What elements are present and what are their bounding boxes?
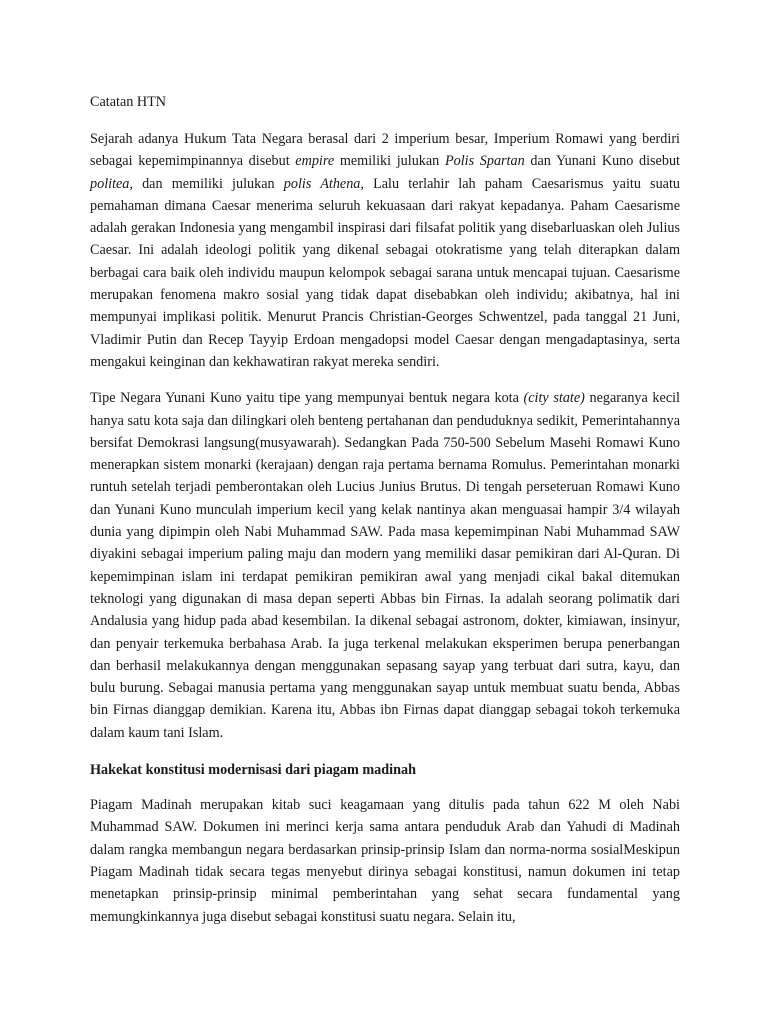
- section-heading: Hakekat konstitusi modernisasi dari piagam madinah: [90, 762, 416, 779]
- paragraph-state-types: [90, 387, 680, 744]
- text-run: dan memiliki julukan: [132, 175, 284, 192]
- paragraph-piagam-madinah: Piagam Madinah merupakan kitab suci keagamaan yang ditulis pada tahun 622 M oleh Nabi Muhammad SAW. Dokumen ini merinci kerja sama antara penduduk Arab dan Yahudi di Madinah dalam rangka membangun negara berdasarkan prinsip-prinsip Islam dan norma-norma sosialMeskipun Piagam Madinah tidak secara tegas menyebut dirinya sebagai konstitusi, namun dokumen ini tetap menetapkan prinsip-prinsip minimal pemberintahan yang sehat secara fundamental yang memungkinkannya juga disebut sebagai konstitusi suatu negara. Selain itu,: [90, 797, 680, 925]
- italic-term: (city state): [523, 390, 585, 407]
- italic-term: Polis Spartan: [444, 153, 525, 170]
- text-run: negaranya kecil hanya satu kota saja dan dilingkari oleh benteng pertahanan dan penduduknya sedikit, Pemerintahannya bersifat Demokrasi langsung(musyawarah). Sedangkan Pada 750-500 Sebelum Masehi Romawi Kuno menerapkan sistem monarki (kerajaan) dengan raja pertama bernama Romulus. Pemerintahan monarki runtuh setelah terjadi pemberontakan oleh Lucius Junius Brutus. Di tengah perseteruan Romawi Kuno dan Yunani Kuno munculah imperium kecil yang kelak nantinya akan menguasai hampir 3/4 wilayah dunia yang dipimpin oleh Nabi Muhammad SAW. Pada masa kepemimpinan Nabi Muhammad SAW diyakini sebagai imperium paling maju dan modern yang memiliki dasar pemikiran dari Al-Quran. Di kepemimpinan islam ini terdapat pemikiran pemikiran awal yang menjadi cikal bakal ditemukan teknologi yang digunakan di masa depan seperti Abbas bin Firnas. Ia adalah seorang polimatik dari Andalusia yang hidup pada abad kesembilan. Ia dikenal sebagai astronom, dokter, kimiawan, insinyur, dan penyair terkemuka berbahasa Arab. Ia juga terkenal melakukan eksperimen berupa penerbangan dan berhasil melakukannya dengan menggunakan sepasang sayap yang terbuat dari sutra, kayu, dan bulu burung. Sebagai manusia pertama yang menggunakan sayap untuk membuat suatu benda, Abbas bin Firnas dianggap demikian. Karena itu, Abbas ibn Firnas dapat dianggap sebagai tokoh terkemuka dalam kaum tani Islam.: [90, 390, 680, 741]
- italic-term: empire: [295, 153, 335, 170]
- text-run: dan Yunani Kuno disebut: [524, 153, 680, 170]
- italic-term: politea,: [90, 175, 133, 192]
- document-title: Catatan HTN: [90, 94, 167, 110]
- text-run: Sejarah adanya Hukum Tata Negara berasal dari 2 imperium besar, Imperium Romawi yang berdiri sebagai kepemimpinannya disebut: [90, 131, 680, 170]
- italic-term: polis Athena,: [283, 175, 364, 192]
- text-run: Lalu terlahir lah paham Caesarismus yaitu suatu pemahaman dimana Caesar menerima seluruh kekuasaan dari rakyat kepadanya. Paham Caesarisme adalah gerakan Indonesia yang mengambil inspirasi dari filsafat politik yang disebarluaskan oleh Julius Caesar. Ini adalah ideologi politik yang dikenal sebagai otokratisme yang telah diterapkan dalam berbagai cara baik oleh individu maupun kelompok sebagai sarana untuk mencapai tujuan. Caesarisme merupakan fenomena makro sosial yang tidak dapat disebabkan oleh individu; akibatnya, hal ini mempunyai implikasi politik. Menurut Prancis Christian-Georges Schwentzel, pada tanggal 21 Juni, Vladimir Putin dan Recep Tayyip Erdoan mengadopsi model Caesar dengan mengadaptasinya, serta mengakui keinginan dan kekhawatiran rakyat mereka sendiri.: [90, 175, 680, 370]
- text-run: Tipe Negara Yunani Kuno yaitu tipe yang mempunyai bentuk negara kota: [90, 390, 524, 407]
- paragraph-history: [90, 128, 680, 373]
- text-run: memiliki julukan: [334, 153, 445, 170]
- document-page: [90, 90, 680, 928]
